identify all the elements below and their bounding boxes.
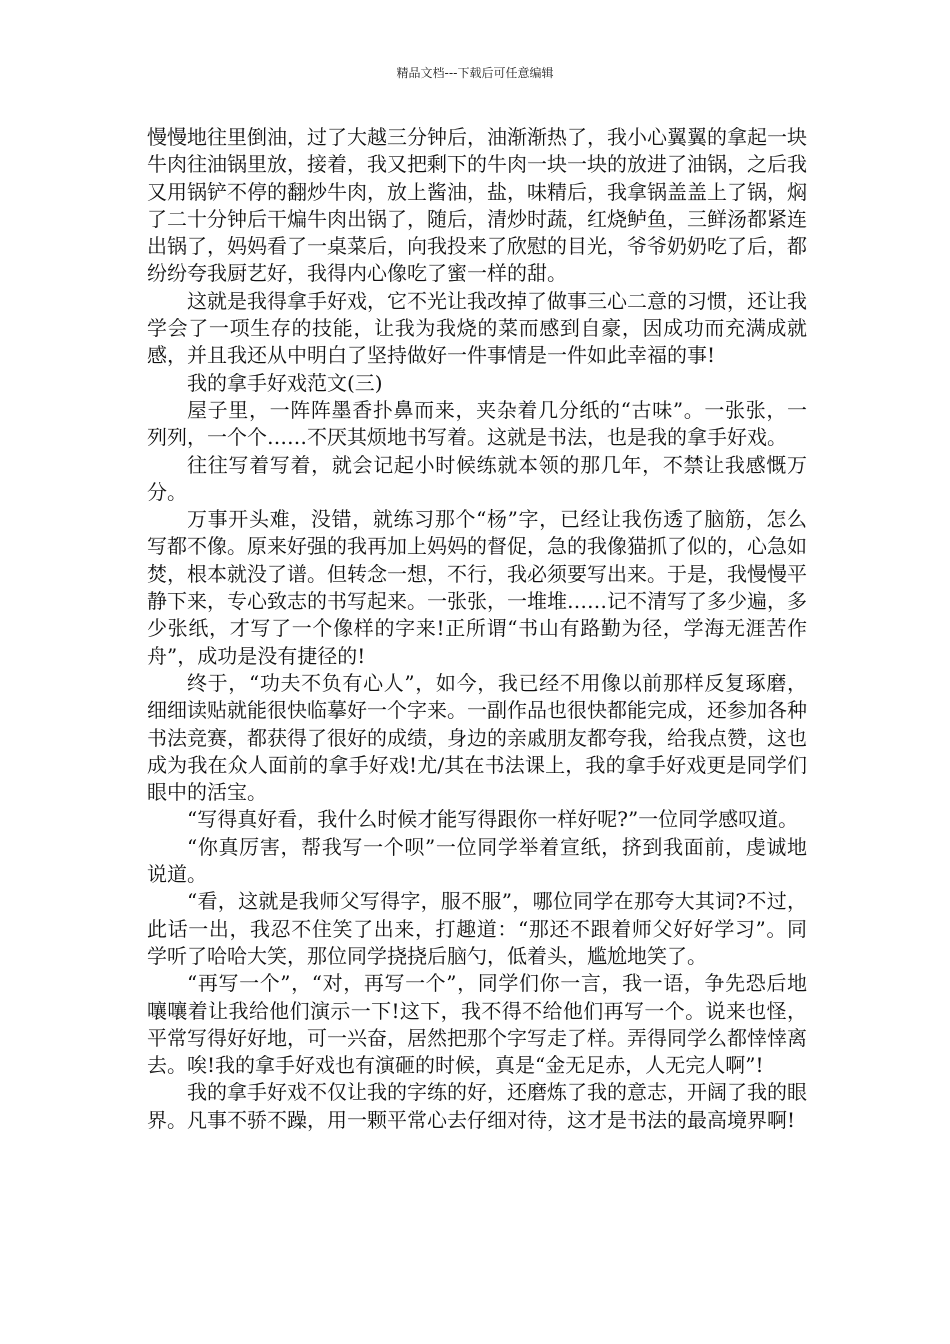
paragraph: “写得真好看，我什么时候才能写得跟你一样好呢?”一位同学感叹道。 xyxy=(187,807,799,832)
section-title: 我的拿手好戏范文(三) xyxy=(187,370,383,395)
paragraph: “看，这就是我师父写得字，服不服”，哪位同学在那夸大其词?不过，此话一出，我忍不住笑了出来，打趣道：“那还不跟着师父好好学习”。同学听了哈哈大笑，那位同学挠挠后脑勺，低着头，尴尬地笑了。 xyxy=(147,889,807,968)
paragraph: 这就是我得拿手好戏，它不光让我改掉了做事三心二意的习惯，还让我学会了一项生存的技能，让我为我烧的菜而感到自豪，因成功而充满成就感，并且我还从中明白了坚持做好一件事情是一件如此幸福的事! xyxy=(147,288,807,368)
paragraph: “再写一个”，“对，再写一个”，同学们你一言，我一语，争先恐后地嚷嚷着让我给他们演示一下!这下，我不得不给他们再写一个。说来也怪，平常写得好好地，可一兴奋，居然把那个字写走了样。弄得同学么都悻悻离去。唉!我的拿手好戏也有演砸的时候，真是“金无足赤，人无完人啊”! xyxy=(147,971,807,1078)
paragraph: “你真厉害，帮我写一个呗”一位同学举着宣纸，挤到我面前，虔诚地说道。 xyxy=(147,834,807,887)
paragraph: 往往写着写着，就会记起小时候练就本领的那几年，不禁让我感慨万分。 xyxy=(147,452,807,504)
paragraph: 终于，“功夫不负有心人”，如今，我已经不用像以前那样反复琢磨，细细读贴就能很快临摹好一个字来。一副作品也很快都能完成，还参加各种书法竞赛，都获得了很好的成绩，身边的亲戚朋友都夸我，给我点赞，这也成为我在众人面前的拿手好戏!尤/其在书法课上，我的拿手好戏更是同学们眼中的活宝。 xyxy=(147,670,807,805)
paragraph: 慢慢地往里倒油，过了大越三分钟后，油渐渐热了，我小心翼翼的拿起一块牛肉往油锅里放，接着，我又把剩下的牛肉一块一块的放进了油锅，之后我又用锅铲不停的翻炒牛肉，放上酱油，盐，味精后，我拿锅盖盖上了锅，焖了二十分钟后干煸牛肉出锅了，随后，清炒时蔬，红烧鲈鱼，三鲜汤都紧连出锅了，妈妈看了一桌菜后，向我投来了欣慰的目光，爷爷奶奶吃了后，都纷纷夸我厨艺好，我得内心像吃了蜜一样的甜。 xyxy=(147,125,807,286)
document-body xyxy=(147,124,807,1134)
paragraph: 屋子里，一阵阵墨香扑鼻而来，夹杂着几分纸的“古味”。一张张，一列列，一个个……不厌其烦地书写着。这就是书法，也是我的拿手好戏。 xyxy=(147,397,807,450)
paragraph: 我的拿手好戏不仅让我的字练的好，还磨炼了我的意志，开阔了我的眼界。凡事不骄不躁，用一颗平常心去仔细对待，这才是书法的最高境界啊! xyxy=(147,1080,807,1132)
paragraph: 万事开头难，没错，就练习那个“杨”字，已经让我伤透了脑筋，怎么写都不像。原来好强的我再加上妈妈的督促，急的我像猫抓了似的，心急如焚，根本就没了谱。但转念一想，不行，我必须要写出来。于是，我慢慢平静下来，专心致志的书写起来。一张张，一堆堆……记不清写了多少遍，多少张纸，才写了一个像样的字来!正所谓“书山有路勤为径，学海无涯苦作舟”，成功是没有捷径的! xyxy=(147,507,807,668)
page-header: 精品文档---下载后可任意编辑 xyxy=(396,66,554,80)
